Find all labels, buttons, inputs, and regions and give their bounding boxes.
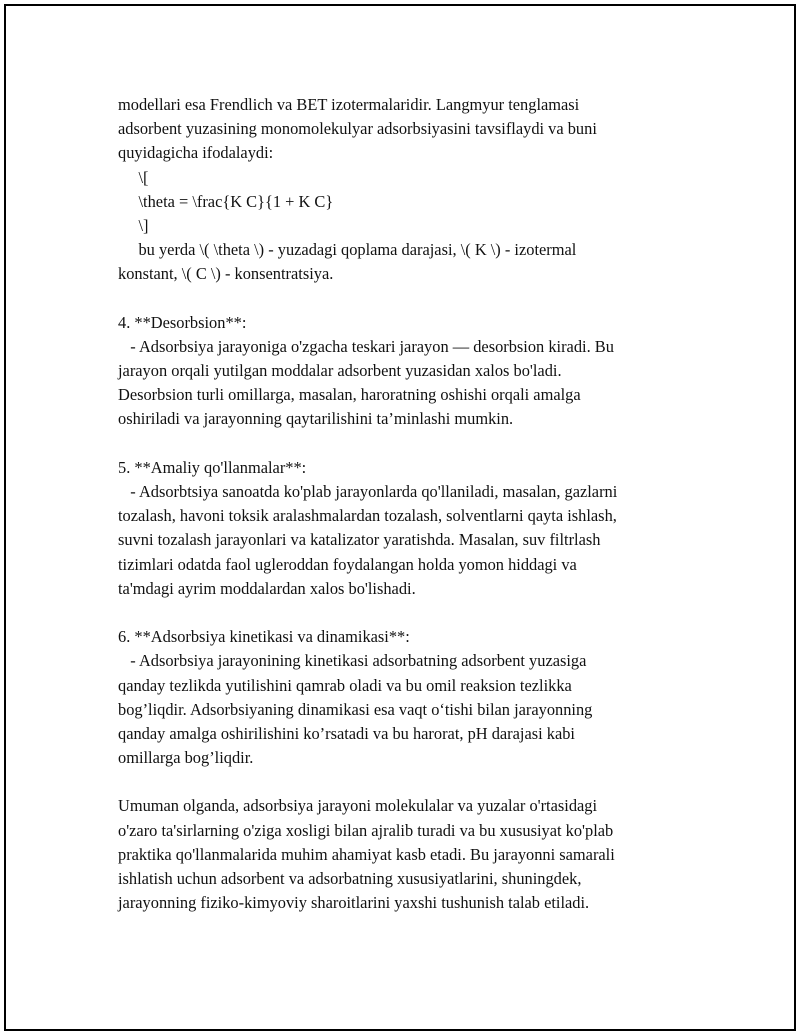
text-line: bog’liqdir. Adsorbsiyaning dinamikasi esa vaqt o‘tishi bilan jarayonning: [118, 699, 593, 719]
text-line: praktika qo'llanmalarida muhim ahamiyat kasb etadi. Bu jarayonni samarali: [118, 844, 615, 864]
text-line: - Adsorbtsiya sanoatda ko'plab jarayonlarda qo'llaniladi, masalan, gazlarni: [118, 482, 618, 501]
text-line: tizimlari odatda faol ugleroddan foydalangan holda yomon hiddagi va: [118, 554, 577, 574]
section-heading: 5. **Amaliy qo'llanmalar**:: [118, 457, 307, 477]
paragraph-conclusion: [118, 794, 688, 915]
text-line: tozalash, havoni toksik aralashmalardan tozalash, solventlarni qayta ishlash,: [118, 506, 617, 526]
paragraph-gap: [118, 287, 688, 311]
document-body: [118, 93, 688, 915]
text-line: jarayon orqali yutilgan moddalar adsorbent yuzasidan xalos bo'ladi.: [118, 361, 562, 381]
equation-body: \theta = \frac{K C}{1 + K C}: [118, 191, 334, 211]
text-line: oshiriladi va jarayonning qaytarilishini ta’minlashi mumkin.: [118, 409, 514, 429]
text-line: ta'mdagi ayrim moddalardan xalos bo'lishadi.: [118, 578, 416, 598]
paragraph-gap: [118, 770, 688, 794]
text-line: - Adsorbsiya jarayonining kinetikasi adsorbatning adsorbent yuzasiga: [118, 651, 587, 671]
text-line: modellari esa Frendlich va BET izotermalaridir. Langmyur tenglamasi: [118, 95, 580, 114]
text-line: adsorbent yuzasining monomolekulyar adsorbsiyasini tavsiflaydi va buni: [118, 119, 597, 139]
text-line: Umuman olganda, adsorbsiya jarayoni molekulalar va yuzalar o'rtasidagi: [118, 796, 598, 816]
text-line: suvni tozalash jarayonlari va katalizator yaratishda. Masalan, suv filtrlash: [118, 530, 601, 550]
section-desorbsion: [118, 311, 688, 432]
text-line: bu yerda \( \theta \) - yuzadagi qoplama darajasi, \( K \) - izotermal: [118, 240, 577, 260]
text-line: - Adsorbsiya jarayoniga o'zgacha teskari jarayon — desorbsion kiradi. Bu: [118, 336, 614, 356]
text-line: qanday tezlikda yutilishini qamrab oladi va bu omil reaksion tezlikka: [118, 675, 572, 695]
section-amaliy: [118, 456, 688, 601]
paragraph-gap: [118, 601, 688, 625]
section-heading: 6. **Adsorbsiya kinetikasi va dinamikasi**:: [118, 627, 410, 647]
text-line: jarayonning fiziko-kimyoviy sharoitlarini yaxshi tushunish talab etiladi.: [118, 893, 590, 913]
paragraph-gap: [118, 432, 688, 456]
section-kinetika: [118, 625, 688, 770]
paragraph-langmuir: [118, 93, 688, 287]
text-line: ishlatish uchun adsorbent va adsorbatning xususiyatlarini, shuningdek,: [118, 869, 582, 888]
text-line: konstant, \( C \) - konsentratsiya.: [118, 264, 334, 284]
equation-open: \[: [118, 167, 149, 187]
text-line: omillarga bog’liqdir.: [118, 748, 254, 768]
equation-close: \]: [118, 215, 149, 235]
text-line: qanday amalga oshirilishini ko’rsatadi va bu harorat, pH darajasi kabi: [118, 723, 575, 743]
section-heading: 4. **Desorbsion**:: [118, 312, 247, 332]
text-line: Desorbsion turli omillarga, masalan, haroratning oshishi orqali amalga: [118, 385, 581, 405]
text-line: quyidagicha ifodalaydi:: [118, 143, 274, 163]
text-line: o'zaro ta'sirlarning o'ziga xosligi bilan ajralib turadi va bu xususiyat ko'plab: [118, 820, 614, 840]
